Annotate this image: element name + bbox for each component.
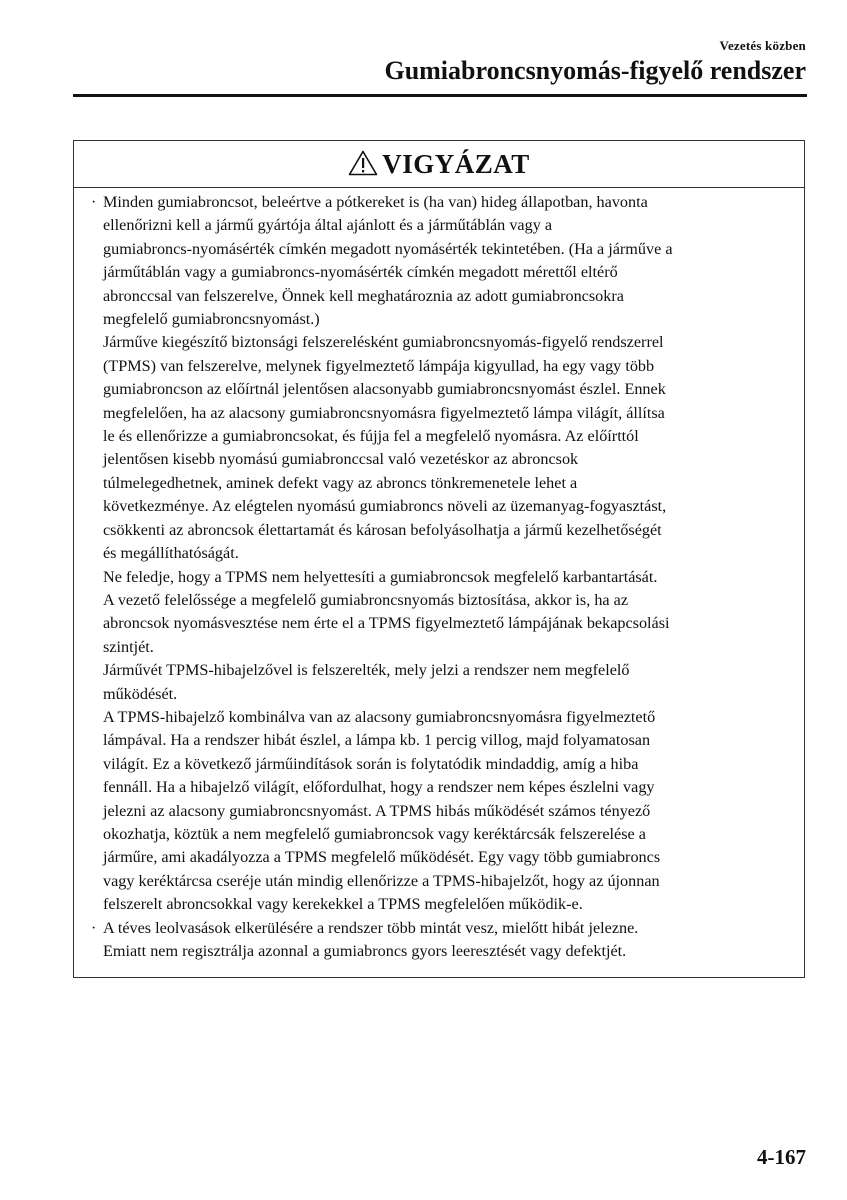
bullet-marker: · (91, 919, 97, 937)
text-line: megfelelően, ha az alacsony gumiabroncsnyomásra figyelmeztető lámpa világít, állítsa (103, 403, 665, 422)
text-line: Járműve kiegészítő biztonsági felszerelésként gumiabroncsnyomás-figyelő rendszerrel (103, 333, 664, 352)
text-line: A vezető felelőssége a megfelelő gumiabroncsnyomás biztosítása, akkor is, ha az (103, 590, 629, 609)
text-line: világít. Ez a következő járműindítások során is folytatódik mindaddig, amíg a hiba (103, 754, 639, 773)
text-line: A téves leolvasások elkerülésére a rendszer több mintát vesz, mielőtt hibát jelezne. (103, 918, 639, 937)
warning-title: VIGYÁZAT (382, 148, 530, 179)
text-line: működését. (103, 684, 178, 703)
text-line: járműre, ami akadályozza a TPMS megfelelő működését. Egy vagy több gumiabroncs (103, 848, 661, 867)
text-line: gumiabroncs-nyomásérték címkén megadott nyomásérték tekintetében. (Ha a járműve a (103, 239, 673, 258)
text-line: járműtáblán vagy a gumiabroncs-nyomásérték címkén megadott mérettől eltérő (103, 263, 618, 282)
text-line: szintjét. (103, 637, 154, 656)
text-line: ellenőrizni kell a jármű gyártója által ajánlott és a járműtáblán vagy a (103, 216, 553, 235)
text-line: és megállíthatóságát. (103, 544, 239, 563)
bullet-text (103, 917, 791, 964)
text-line: jelentősen kisebb nyomású gumiabronccsal való vezetéskor az abroncsok (103, 450, 579, 469)
text-line: vagy keréktárcsa cseréje után mindig ellenőrizze a TPMS-hibajelzőt, hogy az újonnan (103, 871, 660, 890)
text-line: le és ellenőrizze a gumiabroncsokat, és fújja fel a megfelelő nyomásra. Az előírttól (103, 427, 639, 446)
text-line: Minden gumiabroncsot, beleértve a pótkereket is (ha van) hideg állapotban, havonta (103, 193, 648, 211)
page-number: 4-167 (757, 1145, 806, 1169)
bullet-text (103, 191, 791, 917)
text-line: abroncsok nyomásvesztése nem érte el a TPMS figyelmeztető lámpájának bekapcsolási (103, 614, 670, 633)
text-line: gumiabroncson az előírtnál jelentősen alacsonyabb gumiabroncsnyomást észlel. Ennek (103, 380, 666, 399)
text-line: Járművét TPMS-hibajelzővel is felszerelték, mely jelzi a rendszer nem megfelelő (103, 661, 630, 680)
text-line: felszerelt abroncsokkal vagy kerekekkel a TPMS megfelelően működik-e. (103, 895, 583, 914)
warning-triangle-icon (348, 150, 378, 176)
text-line: csökkenti az abroncsok élettartamát és károsan befolyásolhatja a jármű kezelhetőségét (103, 520, 662, 539)
text-line: Ne feledje, hogy a TPMS nem helyettesíti a gumiabroncsok megfelelő karbantartását. (103, 567, 658, 586)
bullet-marker: · (91, 194, 97, 211)
text-line: Emiatt nem regisztrálja azonnal a gumiabroncs gyors leeresztését vagy defektjét. (103, 942, 627, 960)
warning-body (91, 191, 791, 963)
text-line: lámpával. Ha a rendszer hibát észlel, a lámpa kb. 1 percig villog, majd folyamatosan (103, 731, 651, 750)
text-line: megfelelő gumiabroncsnyomást.) (103, 310, 320, 329)
warning-bullet (91, 917, 791, 964)
text-line: következménye. Az elégtelen nyomású gumiabroncs növeli az üzemanyag-fogyasztást, (103, 497, 667, 516)
warning-box (73, 140, 805, 978)
text-line: túlmelegedhetnek, aminek defekt vagy az abroncs tönkremenetele lehet a (103, 473, 578, 492)
section-label: Vezetés közben (719, 38, 806, 53)
text-line: okozhatja, köztük a nem megfelelő gumiabroncsok vagy keréktárcsák felszerelése a (103, 824, 646, 843)
warning-header (74, 141, 804, 188)
page-title: Gumiabroncsnyomás-figyelő rendszer (384, 56, 806, 85)
title-rule (73, 94, 807, 97)
text-line: (TPMS) van felszerelve, melynek figyelmeztető lámpája kigyullad, ha egy vagy több (103, 356, 655, 375)
text-line: abronccsal van felszerelve, Önnek kell meghatároznia az adott gumiabroncsokra (103, 286, 624, 305)
text-line: A TPMS-hibajelző kombinálva van az alacsony gumiabroncsnyomásra figyelmeztető (103, 707, 656, 726)
text-line: fennáll. Ha a hibajelző világít, előfordulhat, hogy a rendszer nem képes észlelni vagy (103, 778, 655, 797)
warning-bullet (91, 191, 791, 917)
text-line: jelezni az alacsony gumiabroncsnyomást. A TPMS hibás működését számos tényező (103, 801, 651, 820)
